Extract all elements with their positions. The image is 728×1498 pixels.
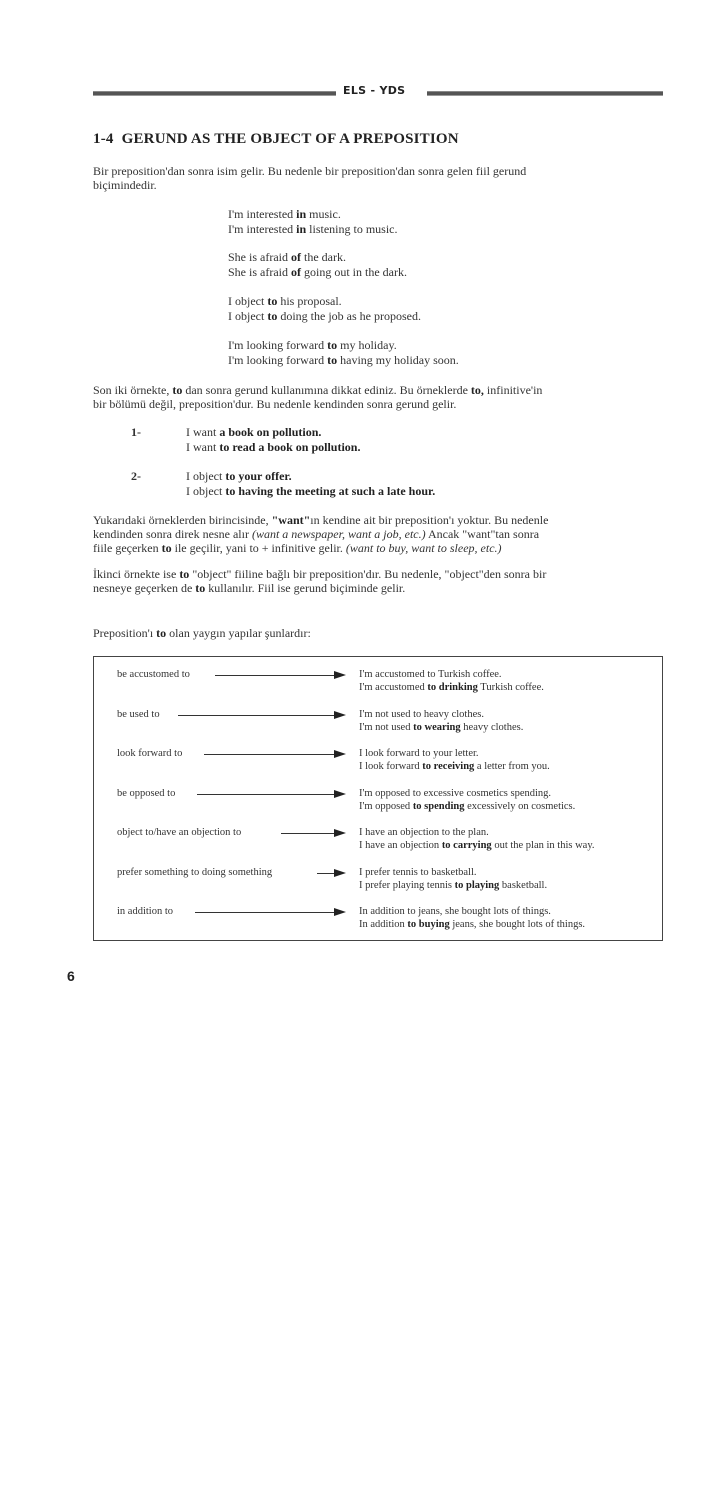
table-row [94,748,664,780]
example-line: I object to your offer. [186,469,292,483]
prepositions-box [93,656,663,941]
phrase: be opposed to [117,788,176,799]
table-lead: Preposition'ı to olan yaygın yapılar şunlardır: [93,626,311,640]
arrow-right-icon [281,833,346,835]
note-1-line-1: Son iki örnekte, to dan sonra gerund kullanımına dikkat ediniz. Bu örneklerde to, infinitive'in [93,383,543,397]
header-rule-right [427,91,663,96]
phrase: in addition to [117,906,173,917]
example-line: I want a book on pollution. [186,425,322,439]
numbered-label: 1- [131,425,141,439]
intro-line-1: Bir preposition'dan sonra isim gelir. Bu nedenle bir preposition'dan sonra gelen fiil gerund [93,164,527,178]
header-brand: ELS - YDS [343,84,406,97]
table-row [94,709,664,741]
example-group [228,250,407,280]
table-row [94,827,664,859]
numbered-example [186,425,360,455]
example-line: She is afraid of the dark. [228,250,346,264]
example-line: I object to doing the job as he proposed. [228,309,421,323]
table-row [94,867,664,899]
intro-line-2: biçimindedir. [93,178,157,192]
example-line: I'm looking forward to my holiday. [228,338,397,352]
example-gerund-sentence: I'm accustomed to drinking Turkish coffee. [359,682,544,693]
table-row [94,906,664,938]
example-gerund-sentence: I have an objection to carrying out the plan in this way. [359,840,595,851]
example-group [228,338,459,368]
note-2-line-2: kendinden sonra direk nesne alır (want a newspaper, want a job, etc.) Ancak "want"tan sonra [93,527,540,541]
header-rule-left [93,91,336,96]
note-paragraph-3 [93,567,663,595]
section-title [93,131,459,148]
section-title-text: GERUND AS THE OBJECT OF A PREPOSITION [121,131,459,147]
note-2-line-1: Yukarıdaki örneklerden birincisinde, "want"ın kendine ait bir preposition'ı yoktur. Bu nedenle [93,513,549,527]
example-sentence: I'm not used to heavy clothes. [359,709,484,720]
arrow-right-icon [197,794,346,796]
arrow-right-icon [215,675,346,677]
phrase: be used to [117,709,160,720]
note-2-line-3: fiile geçerken to ile geçilir, yani to + infinitive gelir. (want to buy, want to sleep, etc.) [93,541,502,555]
example-line: She is afraid of going out in the dark. [228,265,407,279]
example-line: I'm looking forward to having my holiday soon. [228,353,459,367]
phrase: object to/have an objection to [117,827,242,838]
example-sentence: I have an objection to the plan. [359,827,489,838]
example-line: I object to having the meeting at such a late hour. [186,484,436,498]
example-sentence: I prefer tennis to basketball. [359,867,477,878]
example-line: I object to his proposal. [228,294,342,308]
arrow-right-icon [317,873,346,875]
arrow-right-icon [204,754,346,756]
note-3-line-1: İkinci örnekte ise to "object" fiiline bağlı bir preposition'dır. Bu nedenle, "object"den sonra bir [93,567,547,581]
page-number: 6 [67,968,75,984]
example-gerund-sentence: I'm not used to wearing heavy clothes. [359,722,524,733]
table-row [94,669,664,701]
example-gerund-sentence: I look forward to receiving a letter from you. [359,761,550,772]
intro-paragraph [93,164,663,192]
example-gerund-sentence: I prefer playing tennis to playing basketball. [359,880,548,891]
phrase: prefer something to doing something [117,867,273,878]
note-paragraph-1 [93,383,663,411]
note-1-line-2: bir bölümü değil, preposition'dur. Bu nedenle kendinden sonra gerund gelir. [93,397,457,411]
table-row [94,788,664,820]
arrow-right-icon [195,912,346,914]
page-header [93,84,663,100]
phrase: look forward to [117,748,183,759]
example-sentence: I'm accustomed to Turkish coffee. [359,669,502,680]
example-line: I'm interested in listening to music. [228,222,398,236]
numbered-label: 2- [131,469,141,483]
example-gerund-sentence: In addition to buying jeans, she bought lots of things. [359,919,586,930]
example-sentence: In addition to jeans, she bought lots of things. [359,906,551,917]
example-sentence: I look forward to your letter. [359,748,479,759]
phrase: be accustomed to [117,669,190,680]
example-line: I want to read a book on pollution. [186,440,361,454]
arrow-right-icon [178,715,346,717]
example-line: I'm interested in music. [228,207,341,221]
example-group [228,294,421,324]
note-3-line-2: nesneye geçerken de to kullanılır. Fiil ise gerund biçiminde gelir. [93,581,406,595]
example-sentence: I'm opposed to excessive cosmetics spending. [359,788,552,799]
example-gerund-sentence: I'm opposed to spending excessively on cosmetics. [359,801,576,812]
section-number: 1-4 [93,131,114,147]
example-group [228,207,398,237]
numbered-example [186,469,435,499]
note-paragraph-2 [93,513,663,555]
